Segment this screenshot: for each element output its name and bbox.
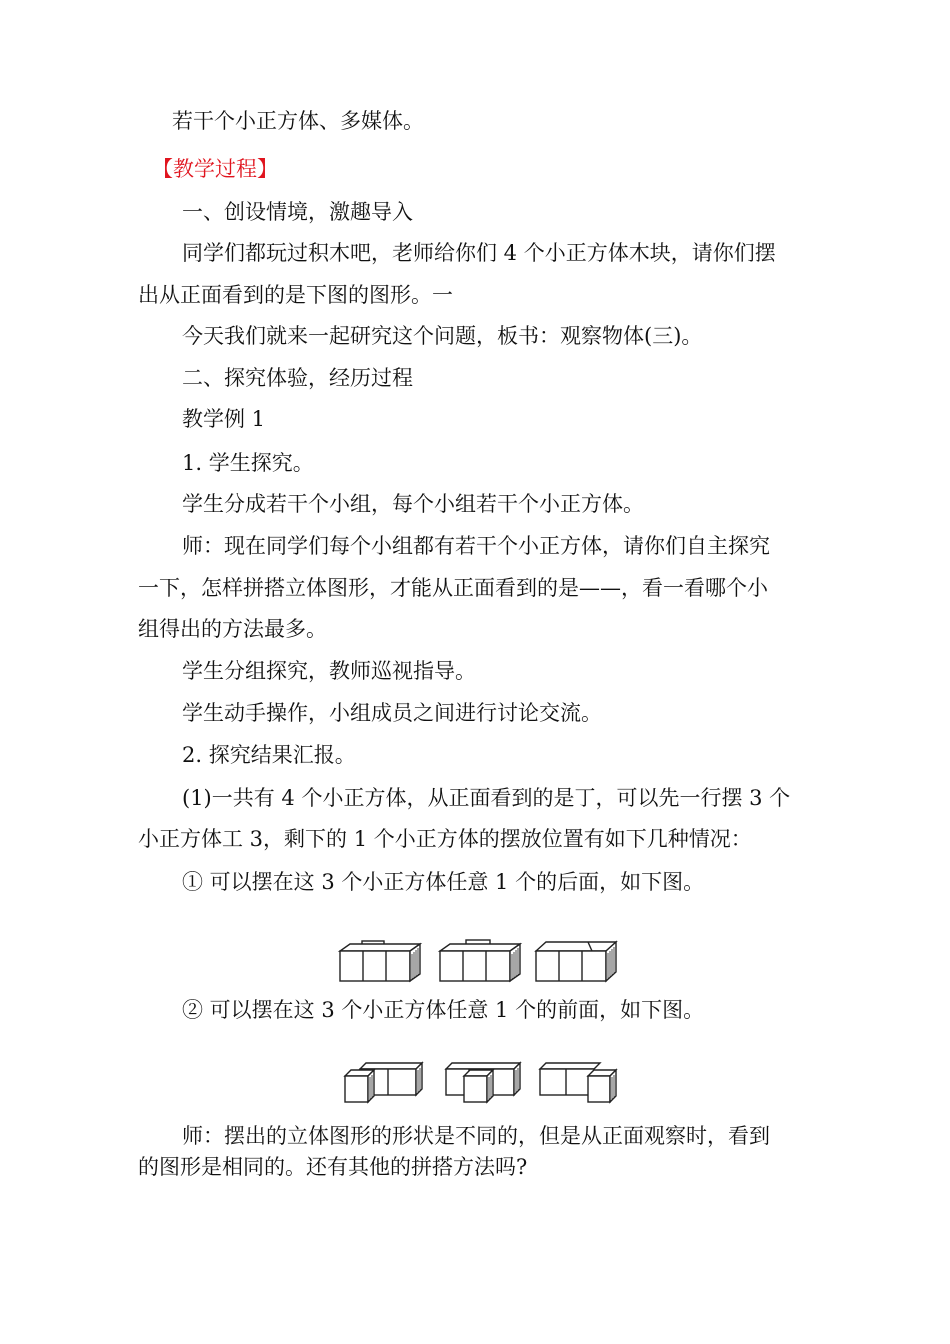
cube-figure (442, 1060, 524, 1106)
subheading-situation: 一、创设情境，激趣导入 (182, 200, 413, 224)
paragraph-line: 的图形是相同的。还有其他的拼搭方法吗? (138, 1155, 528, 1179)
subheading-explore: 二、探究体验，经历过程 (182, 366, 413, 390)
paragraph-line: 今天我们就来一起研究这个问题，板书：观察物体(三)。 (182, 324, 703, 348)
cube-figure (336, 938, 424, 984)
paragraph-line: 师：摆出的立体图形的形状是不同的，但是从正面观察时，看到 (182, 1124, 770, 1148)
step-title: 1. 学生探究。 (182, 451, 314, 475)
paragraph-line: 小正方体工 3，剩下的 1 个小正方体的摆放位置有如下几种情况： (138, 827, 752, 851)
paragraph-line: 组得出的方法最多。 (138, 617, 327, 641)
cube-figure (342, 1060, 424, 1106)
example-title: 教学例 1 (182, 407, 266, 431)
paragraph-line: 一下，怎样拼搭立体图形，才能从正面看到的是——，看一看哪个小 (138, 576, 768, 600)
cube-figure (536, 1060, 618, 1106)
case-one-line: ① 可以摆在这 3 个小正方体任意 1 个的后面，如下图。 (182, 870, 705, 894)
paragraph-line: 同学们都玩过积木吧，老师给你们 4 个小正方体木块，请你们摆 (182, 241, 776, 265)
case-two-line: ② 可以摆在这 3 个小正方体任意 1 个的前面，如下图。 (182, 998, 705, 1022)
figure-row-cube-front (0, 1060, 950, 1120)
step-title: 2. 探究结果汇报。 (182, 743, 356, 767)
paragraph-line: 师：现在同学们每个小组都有若干个小正方体，请你们自主探究 (182, 534, 770, 558)
paragraph-line: 学生动手操作，小组成员之间进行讨论交流。 (182, 701, 602, 725)
section-heading-teaching-process: 【教学过程】 (152, 157, 278, 181)
paragraph-line: (1)一共有 4 个小正方体，从正面看到的是丁，可以先一行摆 3 个 (182, 786, 791, 810)
cube-figure (532, 938, 620, 984)
paragraph-line: 学生分成若干个小组，每个小组若干个小正方体。 (182, 492, 644, 516)
cube-figure (436, 938, 524, 984)
paragraph-line: 学生分组探究，教师巡视指导。 (182, 659, 476, 683)
materials-line: 若干个小正方体、多媒体。 (172, 109, 424, 133)
paragraph-line: 出从正面看到的是下图的图形。一 (138, 283, 453, 307)
figure-row-cube-behind (0, 938, 950, 998)
